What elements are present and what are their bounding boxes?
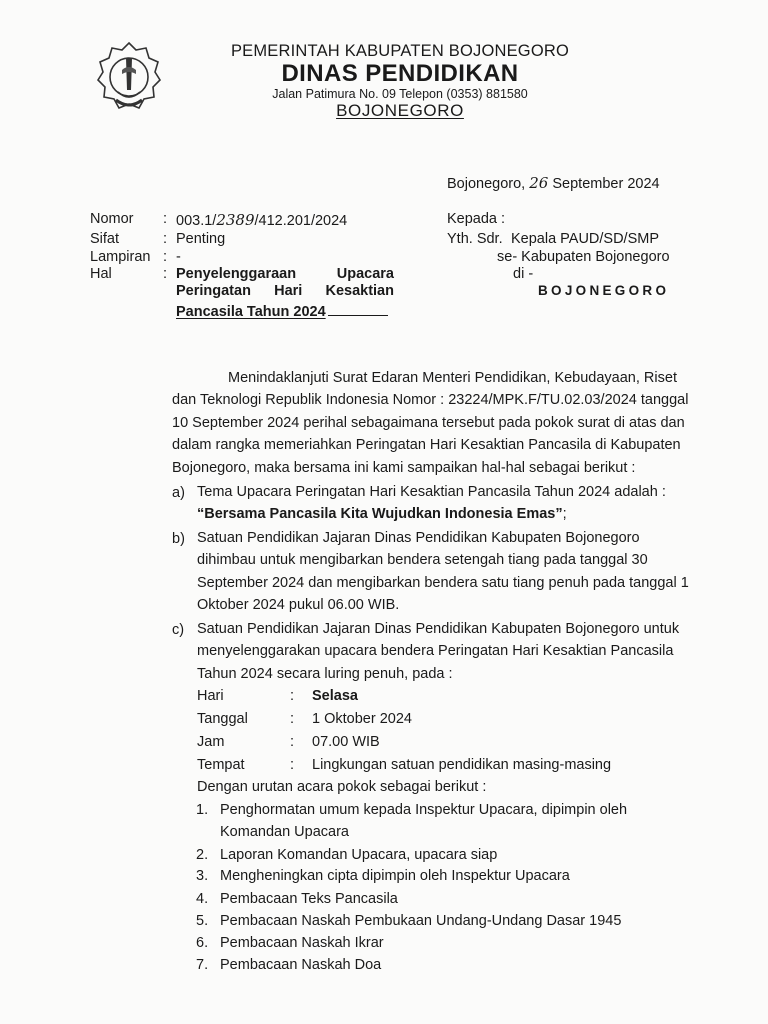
order-number: 6. bbox=[196, 935, 209, 951]
hal-line-3 bbox=[176, 301, 388, 320]
nomor-handwritten: 2389 bbox=[216, 211, 255, 229]
order-intro: Dengan urutan acara pokok sebagai berikut : bbox=[197, 779, 487, 795]
item-b-line: September 2024 dan mengibarkan bendera satu tiang penuh pada tanggal 1 bbox=[197, 574, 689, 591]
item-c-line: Tahun 2024 secara luring penuh, pada : bbox=[197, 665, 453, 682]
schedule-colon: : bbox=[290, 711, 295, 727]
lampiran-colon: : bbox=[163, 249, 168, 265]
item-c-line: Satuan Pendidikan Jajaran Dinas Pendidikan Kabupaten Bojonegoro untuk bbox=[197, 621, 680, 637]
order-item: Laporan Komandan Upacara, upacara siap bbox=[220, 847, 498, 863]
theme-tail: ; bbox=[562, 506, 567, 523]
item-b-mark: b) bbox=[172, 531, 185, 547]
hal-word: Kesaktian bbox=[325, 283, 394, 299]
order-item: Pembacaan Naskah Pembukaan Undang-Undang Dasar 1945 bbox=[220, 913, 622, 929]
item-a bbox=[197, 481, 712, 526]
intro-line: dalam rangka memeriahkan Peringatan Hari Kesaktian Pancasila di Kabupaten bbox=[172, 437, 681, 454]
item-a-theme bbox=[197, 503, 712, 525]
date-month-year: September 2024 bbox=[552, 176, 660, 192]
order-item: Pembacaan Naskah Ikrar bbox=[220, 935, 384, 951]
schedule-value: 07.00 WIB bbox=[312, 734, 380, 750]
hal-colon: : bbox=[163, 266, 168, 282]
hal-word: Peringatan bbox=[176, 283, 251, 299]
sifat-colon: : bbox=[163, 231, 168, 247]
item-a-mark: a) bbox=[172, 485, 185, 501]
nomor-label: Nomor bbox=[90, 211, 134, 227]
recipient-line-2: se- Kabupaten Bojonegoro bbox=[497, 249, 670, 265]
schedule-colon: : bbox=[290, 688, 295, 704]
item-b-line: Satuan Pendidikan Jajaran Dinas Pendidikan Kabupaten Bojonegoro bbox=[197, 530, 640, 546]
item-a-line: Tema Upacara Peringatan Hari Kesaktian Pancasila Tahun 2024 adalah : bbox=[197, 484, 666, 500]
item-c-mark: c) bbox=[172, 622, 185, 638]
intro-line: Bojonegoro, maka bersama ini kami sampaikan hal-hal sebagai berikut : bbox=[172, 459, 636, 476]
hal-line-1 bbox=[176, 266, 394, 282]
hal-word: Upacara bbox=[336, 266, 394, 282]
schedule-label: Tanggal bbox=[197, 711, 248, 727]
order-item: Mengheningkan cipta dipimpin oleh Inspektur Upacara bbox=[220, 868, 570, 884]
schedule-colon: : bbox=[290, 757, 295, 773]
item-b bbox=[197, 527, 712, 617]
schedule-value: Lingkungan satuan pendidikan masing-masing bbox=[312, 757, 612, 773]
item-b-line: Oktober 2024 pukul 06.00 WIB. bbox=[197, 597, 400, 614]
schedule-label: Hari bbox=[197, 688, 224, 704]
date-day-handwritten: 26 bbox=[529, 174, 549, 192]
item-c bbox=[197, 618, 712, 685]
letterhead-agency: DINAS PENDIDIKAN bbox=[281, 60, 519, 87]
theme-text: “Bersama Pancasila Kita Wujudkan Indonesia Emas” bbox=[197, 506, 563, 523]
intro-paragraph bbox=[172, 367, 712, 479]
schedule-label: Tempat bbox=[197, 757, 245, 773]
schedule-value: 1 Oktober 2024 bbox=[312, 711, 412, 727]
recipient-kepada: Kepada : bbox=[447, 211, 506, 227]
recipient-line-1: Kepala PAUD/SD/SMP bbox=[511, 231, 660, 247]
order-number: 4. bbox=[196, 891, 209, 907]
hal-line-2 bbox=[176, 283, 394, 299]
hal-label: Hal bbox=[90, 266, 112, 282]
order-item: Pembacaan Teks Pancasila bbox=[220, 891, 398, 907]
nomor-value bbox=[176, 211, 347, 229]
intro-line: 10 September 2024 perihal sebagaimana tersebut pada pokok surat di atas dan bbox=[172, 414, 685, 431]
nomor-prefix: 003.1/ bbox=[176, 213, 217, 229]
sifat-value: Penting bbox=[176, 231, 226, 247]
intro-line: Menindaklanjuti Surat Edaran Menteri Pendidikan, Kebudayaan, Riset bbox=[228, 370, 677, 386]
lampiran-value: - bbox=[176, 249, 181, 265]
intro-line: dan Teknologi Republik Indonesia Nomor : 23224/MPK.F/TU.02.03/2024 tanggal bbox=[172, 392, 689, 409]
schedule-value: Selasa bbox=[312, 688, 358, 704]
hal-word: Hari bbox=[274, 283, 303, 299]
order-item: Pembacaan Naskah Doa bbox=[220, 957, 382, 973]
hal-line-3-text: Pancasila Tahun 2024 bbox=[176, 304, 326, 320]
hal-underline bbox=[328, 301, 388, 316]
order-number: 3. bbox=[196, 868, 209, 884]
order-item-cont: Komandan Upacara bbox=[220, 824, 349, 840]
order-item: Penghormatan umum kepada Inspektur Upacara, dipimpin oleh bbox=[220, 802, 628, 818]
schedule-colon: : bbox=[290, 734, 295, 750]
order-number: 7. bbox=[196, 957, 209, 973]
recipient-city: BOJONEGORO bbox=[538, 283, 670, 298]
recipient-line-3: di - bbox=[513, 266, 534, 282]
item-b-line: dihimbau untuk mengibarkan bendera setengah tiang pada tanggal 30 bbox=[197, 552, 648, 569]
order-number: 1. bbox=[196, 802, 209, 818]
letterhead-city-text: BOJONEGORO bbox=[336, 101, 464, 120]
nomor-colon: : bbox=[163, 211, 168, 227]
order-number: 5. bbox=[196, 913, 209, 929]
letterhead-city bbox=[180, 101, 620, 121]
letter-date bbox=[447, 174, 660, 192]
order-number: 2. bbox=[196, 847, 209, 863]
lampiran-label: Lampiran bbox=[90, 249, 151, 265]
item-c-line: menyelenggarakan upacara bendera Peringatan Hari Kesaktian Pancasila bbox=[197, 643, 674, 660]
recipient-yth: Yth. Sdr. bbox=[447, 231, 503, 247]
sifat-label: Sifat bbox=[90, 231, 120, 247]
hal-word: Penyelenggaraan bbox=[176, 266, 297, 282]
seal-icon bbox=[96, 40, 162, 116]
nomor-suffix: /412.201/2024 bbox=[254, 213, 348, 229]
letterhead-government: PEMERINTAH KABUPATEN BOJONEGORO bbox=[230, 42, 570, 60]
letterhead-address: Jalan Patimura No. 09 Telepon (0353) 881580 bbox=[272, 87, 528, 101]
date-place: Bojonegoro, bbox=[447, 176, 526, 192]
schedule-label: Jam bbox=[197, 734, 225, 750]
